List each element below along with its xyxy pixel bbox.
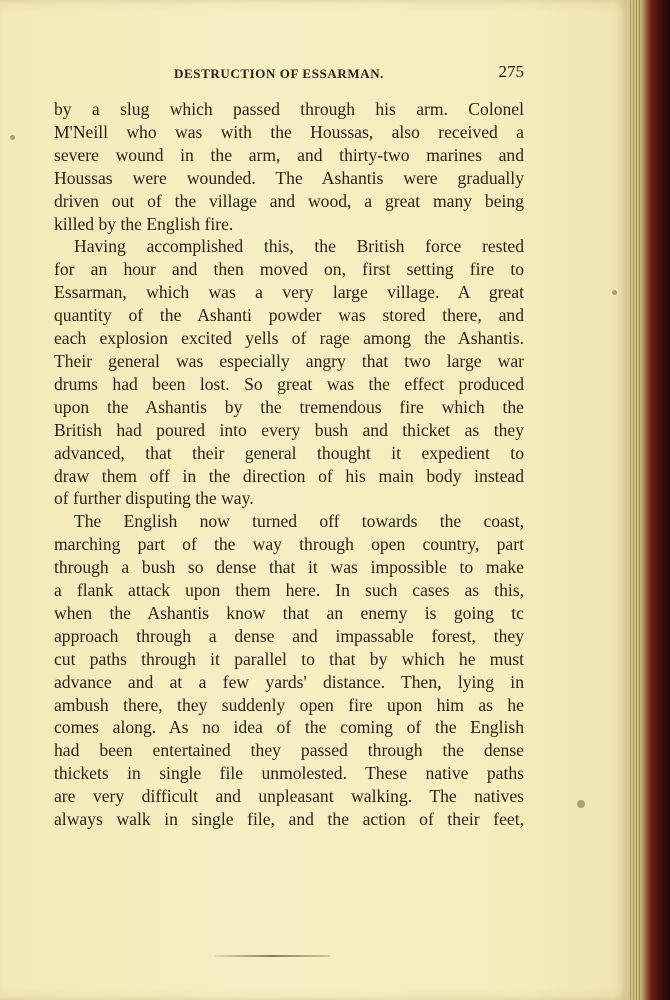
text-line: quantity of the Ashanti powder was stored there, and: [54, 305, 524, 326]
text-line: advance and at a few yards' distance. Then, lying in: [54, 671, 524, 692]
text-line: draw them off in the direction of his main body instead: [54, 465, 524, 486]
paper-spot: [10, 135, 15, 140]
text-line: comes along. As no idea of the coming of the English: [54, 717, 524, 738]
text-line: M'Neill who was with the Houssas, also received a: [54, 121, 524, 142]
text-line: Having accomplished this, the British force rested: [74, 236, 524, 257]
edge-line: [636, 0, 637, 1000]
paragraph-2: [54, 235, 524, 510]
text-line: marching part of the way through open country, part: [54, 534, 524, 555]
text-line: Essarman, which was a very large village. A great: [54, 282, 524, 303]
text-line: Houssas were wounded. The Ashantis were gradually: [54, 167, 524, 188]
text-line: drums had been lost. So great was the effect produced: [54, 373, 524, 394]
text-line: when the Ashantis know that an enemy is going tc: [54, 602, 524, 623]
text-line: cut paths through it parallel to that by which he must: [54, 648, 524, 669]
edge-line: [633, 0, 634, 1000]
text-line: for an hour and then moved on, first setting fire to: [54, 259, 524, 280]
paper-spot: [577, 800, 585, 808]
edge-line: [639, 0, 640, 1000]
text-line: had been entertained they passed through the dense: [54, 740, 524, 761]
edge-line: [630, 0, 631, 1000]
text-line: by a slug which passed through his arm. Colonel: [54, 99, 524, 119]
text-line: upon the Ashantis by the tremendous fire which the: [54, 396, 524, 417]
text-line: The English now turned off towards the coast,: [74, 511, 524, 532]
text-line: of further disputing the way.: [54, 488, 254, 509]
footer-rule: [215, 955, 330, 957]
text-line: each explosion excited yells of rage among the Ashantis.: [54, 328, 524, 349]
text-line: approach through a dense and impassable forest, they: [54, 625, 524, 646]
text-line: advanced, that their general thought it expedient to: [54, 442, 524, 463]
text-line: a flank attack upon them here. In such cases as this,: [54, 580, 524, 601]
text-line: killed by the English fire.: [54, 213, 234, 234]
paragraph-1: [54, 98, 524, 235]
text-line: driven out of the village and wood, a great many being: [54, 190, 524, 211]
paper-spot: [612, 290, 617, 295]
page-number: 275: [498, 62, 524, 81]
running-header: [54, 62, 524, 86]
running-title: DESTRUCTION OF ESSARMAN.: [174, 66, 385, 81]
paragraph-3: [54, 510, 524, 831]
text-line: thickets in single file unmolested. These native paths: [54, 763, 524, 784]
text-line: severe wound in the arm, and thirty-two marines and: [54, 144, 524, 165]
text-line: Their general was especially angry that two large war: [54, 350, 524, 371]
book-page-edge: [628, 0, 670, 1000]
text-line: through a bush so dense that it was impossible to make: [54, 557, 524, 578]
text-line: always walk in single file, and the action of their feet,: [54, 809, 524, 830]
text-line: are very difficult and unpleasant walking. The natives: [54, 786, 524, 807]
text-line: British had poured into every bush and thicket as they: [54, 419, 524, 440]
body-text: [54, 98, 524, 831]
text-line: ambush there, they suddenly open fire upon him as he: [54, 694, 524, 715]
